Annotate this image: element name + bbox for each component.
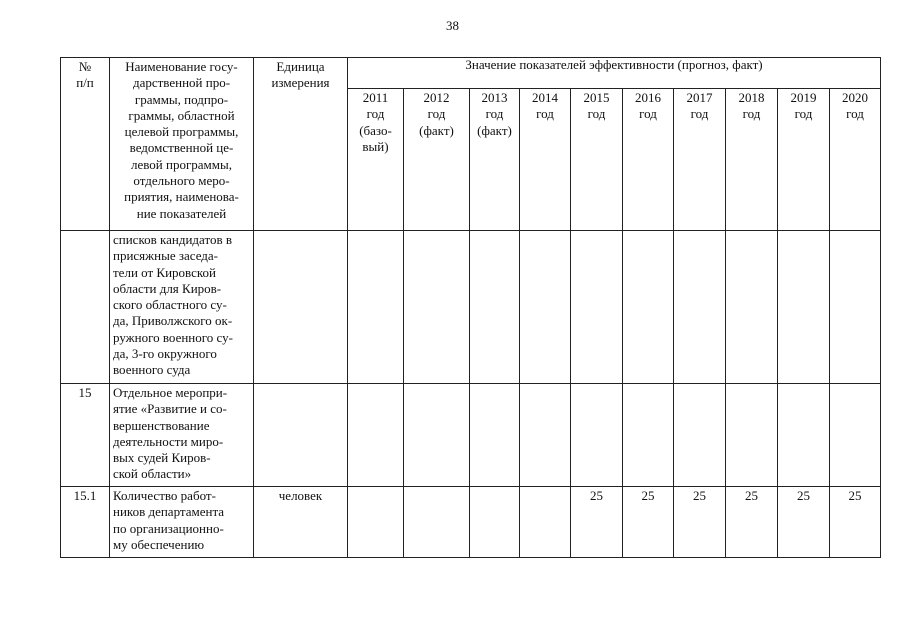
value-cell (520, 487, 571, 558)
value-cell: 25 (674, 487, 726, 558)
value-cell (404, 231, 470, 384)
header-name: Наименование госу- дарственной про- граммы, подпро- граммы, областной целевой программы, ведомственной це- левой программы, отдельного меро- приятия, наименова- ние показателей (110, 58, 254, 231)
header-year-2013: 2013 год (факт) (470, 89, 520, 231)
value-cell (470, 231, 520, 384)
value-cell (571, 231, 623, 384)
header-year-2017: 2017 год (674, 89, 726, 231)
value-cell (520, 384, 571, 487)
value-cell (470, 487, 520, 558)
value-cell (830, 231, 881, 384)
row-unit (254, 384, 348, 487)
value-cell (571, 384, 623, 487)
value-cell (470, 384, 520, 487)
header-year-2019: 2019 год (778, 89, 830, 231)
value-cell (348, 384, 404, 487)
row-name: Отдельное меропри- ятие «Развитие и со- вершенствование деятельности миро- вых судей Киров- ской области» (110, 384, 254, 487)
row-name: списков кандидатов в присяжные заседа- тели от Кировской области для Киров- ского областного су- да, Приволжского ок- ружного военного су- да, 3-го окружного военного суда (110, 231, 254, 384)
page-number: 38 (446, 18, 459, 33)
row-num (61, 231, 110, 384)
row-num: 15 (61, 384, 110, 487)
header-year-2016: 2016 год (623, 89, 674, 231)
row-name: Количество работ- ников департамента по организационно- му обеспечению (110, 487, 254, 558)
table-row (61, 384, 881, 487)
header-unit: Единица измерения (254, 58, 348, 231)
header-year-2012: 2012 год (факт) (404, 89, 470, 231)
value-cell (726, 384, 778, 487)
value-cell (674, 231, 726, 384)
value-cell (674, 384, 726, 487)
value-cell (830, 384, 881, 487)
value-cell (623, 384, 674, 487)
value-cell (726, 231, 778, 384)
header-year-2011: 2011 год (базо- вый) (348, 89, 404, 231)
row-unit (254, 231, 348, 384)
value-cell: 25 (830, 487, 881, 558)
value-cell (778, 384, 830, 487)
header-year-2018: 2018 год (726, 89, 778, 231)
value-cell (348, 231, 404, 384)
value-cell: 25 (571, 487, 623, 558)
header-year-2015: 2015 год (571, 89, 623, 231)
table-row (61, 487, 881, 558)
header-year-2014: 2014 год (520, 89, 571, 231)
indicators-table (60, 57, 881, 558)
value-cell (623, 231, 674, 384)
value-cell (778, 231, 830, 384)
value-cell (404, 487, 470, 558)
value-cell: 25 (726, 487, 778, 558)
header-group-title: Значение показателей эффективности (прогноз, факт) (348, 58, 881, 89)
table-row (61, 231, 881, 384)
value-cell (348, 487, 404, 558)
value-cell: 25 (778, 487, 830, 558)
row-unit: человек (254, 487, 348, 558)
value-cell (520, 231, 571, 384)
header-year-2020: 2020 год (830, 89, 881, 231)
value-cell (404, 384, 470, 487)
header-num: № п/п (61, 58, 110, 231)
value-cell: 25 (623, 487, 674, 558)
row-num: 15.1 (61, 487, 110, 558)
header-group-row (61, 58, 881, 89)
